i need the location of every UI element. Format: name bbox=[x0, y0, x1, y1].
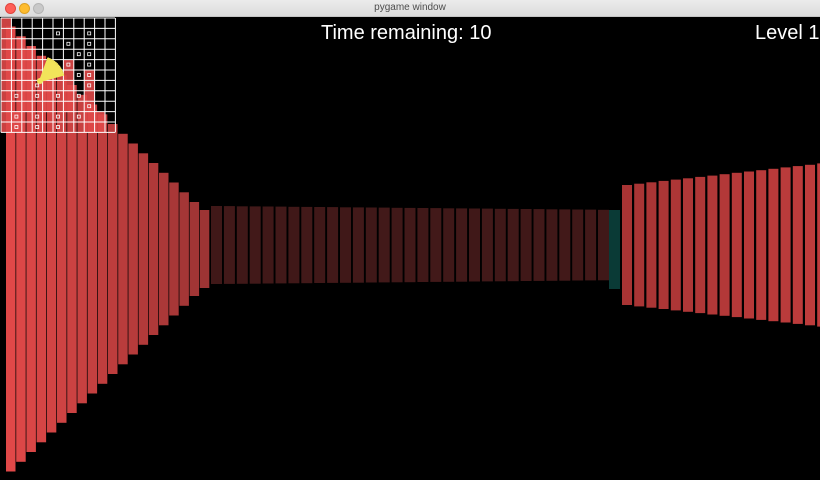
wall-strip bbox=[128, 144, 138, 355]
minimap-wall-cell bbox=[11, 122, 21, 132]
wall-strip bbox=[534, 209, 545, 281]
minimap-wall-cell bbox=[1, 112, 11, 122]
wall-strip bbox=[585, 210, 596, 281]
wall-strip bbox=[793, 166, 803, 324]
minimap-marker bbox=[57, 32, 60, 35]
wall-strip bbox=[366, 208, 377, 283]
minimap-wall-cell bbox=[84, 122, 94, 132]
wall-strip bbox=[250, 206, 261, 283]
minimap-marker bbox=[67, 42, 70, 45]
wall-strip bbox=[659, 181, 669, 309]
wall-strip bbox=[301, 207, 312, 283]
game-viewport[interactable] bbox=[0, 17, 820, 480]
wall-strip bbox=[276, 207, 287, 284]
wall-strip bbox=[340, 207, 351, 282]
wall-strip bbox=[169, 183, 179, 316]
minimap-wall-cell bbox=[1, 80, 11, 90]
wall-strip bbox=[224, 206, 235, 284]
wall-strip bbox=[732, 173, 742, 317]
wall-strip bbox=[805, 165, 815, 325]
wall-strip bbox=[37, 56, 47, 443]
wall-strip bbox=[67, 85, 77, 413]
wall-strip bbox=[417, 208, 428, 282]
minimap-wall-cell bbox=[1, 39, 11, 49]
minimap-wall-cell bbox=[1, 91, 11, 101]
minimap-wall-cell bbox=[43, 101, 53, 111]
wall-strip bbox=[77, 95, 87, 404]
minimap-wall-cell bbox=[84, 70, 94, 80]
minimap-wall-cell bbox=[1, 60, 11, 70]
level-label: Level 1 bbox=[755, 22, 820, 44]
wall-strip bbox=[211, 206, 222, 284]
wall-strip bbox=[392, 208, 403, 282]
wall-strip bbox=[622, 185, 632, 305]
minimap-wall-cell bbox=[95, 112, 105, 122]
wall-strip bbox=[559, 209, 570, 280]
wall-strip bbox=[314, 207, 325, 283]
minimap-marker bbox=[88, 63, 91, 66]
wall-strip bbox=[495, 209, 506, 281]
wall-strip bbox=[756, 170, 766, 320]
player-marker bbox=[37, 78, 43, 84]
wall-strip bbox=[469, 209, 480, 282]
title-bar[interactable] bbox=[0, 0, 820, 17]
time-remaining-label: Time remaining: 10 bbox=[321, 22, 492, 44]
wall-strip bbox=[781, 167, 791, 322]
minimap-wall-cell bbox=[22, 60, 32, 70]
wall-strip bbox=[263, 207, 274, 284]
wall-strip bbox=[671, 180, 681, 311]
minimap-wall-cell bbox=[22, 70, 32, 80]
wall-strip bbox=[598, 210, 609, 280]
wall-strip bbox=[88, 105, 98, 394]
minimap-marker bbox=[88, 53, 91, 56]
minimap-wall-cell bbox=[22, 80, 32, 90]
wall-strip bbox=[508, 209, 519, 281]
wall-strip bbox=[768, 169, 778, 321]
minimap-wall-cell bbox=[1, 101, 11, 111]
minimap-wall-cell bbox=[11, 112, 21, 122]
minimap-wall-cell bbox=[1, 122, 11, 132]
minimap-marker bbox=[88, 32, 91, 35]
minimap-wall-cell bbox=[22, 101, 32, 111]
minimap-marker bbox=[88, 42, 91, 45]
wall-strip bbox=[405, 208, 416, 282]
minimap-marker bbox=[77, 53, 80, 56]
wall-strip bbox=[456, 208, 467, 281]
wall-strip bbox=[695, 177, 705, 313]
wall-strip bbox=[237, 206, 248, 283]
wall-strip bbox=[683, 178, 693, 311]
wall-strip bbox=[57, 75, 67, 423]
wall-strip bbox=[482, 209, 493, 282]
wall-strip bbox=[98, 114, 108, 384]
minimap-wall-cell bbox=[84, 80, 94, 90]
wall-strip bbox=[179, 192, 189, 305]
minimap-wall-cell bbox=[84, 112, 94, 122]
wall-strip bbox=[139, 153, 149, 344]
wall-strip bbox=[707, 176, 717, 315]
wall-strip bbox=[353, 207, 364, 282]
wall-strip bbox=[720, 174, 730, 316]
wall-strip bbox=[646, 182, 656, 307]
minimap-marker bbox=[77, 74, 80, 77]
wall-strip bbox=[546, 209, 557, 280]
minimap-wall-cell bbox=[43, 80, 53, 90]
wall-strip bbox=[108, 124, 118, 374]
wall-strip bbox=[149, 163, 159, 335]
minimap-wall-cell bbox=[1, 49, 11, 59]
minimap-wall-cell bbox=[63, 60, 73, 70]
wall-strip bbox=[200, 210, 210, 288]
minimap-wall-cell bbox=[1, 70, 11, 80]
wall-strip bbox=[430, 208, 441, 282]
minimap-wall-cell bbox=[63, 91, 73, 101]
minimap-wall-cell bbox=[63, 70, 73, 80]
minimap-wall-cell bbox=[95, 122, 105, 132]
minimap-wall-cell bbox=[84, 101, 94, 111]
wall-strip bbox=[379, 208, 390, 283]
wall-strip bbox=[521, 209, 532, 281]
minimap-wall-cell bbox=[22, 91, 32, 101]
minimap-wall-cell bbox=[63, 101, 73, 111]
minimap-wall-cell bbox=[1, 28, 11, 38]
minimap-wall-cell bbox=[43, 91, 53, 101]
wall-strip bbox=[572, 210, 583, 281]
wall-strip bbox=[634, 184, 644, 307]
minimap-wall-cell bbox=[22, 49, 32, 59]
wall-strip bbox=[47, 66, 57, 433]
wall-strip bbox=[159, 173, 169, 325]
minimap-wall-cell bbox=[84, 91, 94, 101]
wall-strip bbox=[288, 207, 299, 283]
window-title: pygame window bbox=[374, 2, 446, 13]
raycast-scene bbox=[0, 17, 820, 480]
wall-strip bbox=[443, 208, 454, 281]
exit-marker bbox=[609, 210, 620, 289]
wall-strip bbox=[744, 172, 754, 319]
minimap-wall-cell bbox=[1, 18, 11, 28]
wall-strip bbox=[190, 202, 200, 296]
wall-strips bbox=[6, 27, 820, 472]
minimap-wall-cell bbox=[63, 80, 73, 90]
wall-strip bbox=[327, 207, 338, 283]
wall-strip bbox=[118, 134, 128, 364]
